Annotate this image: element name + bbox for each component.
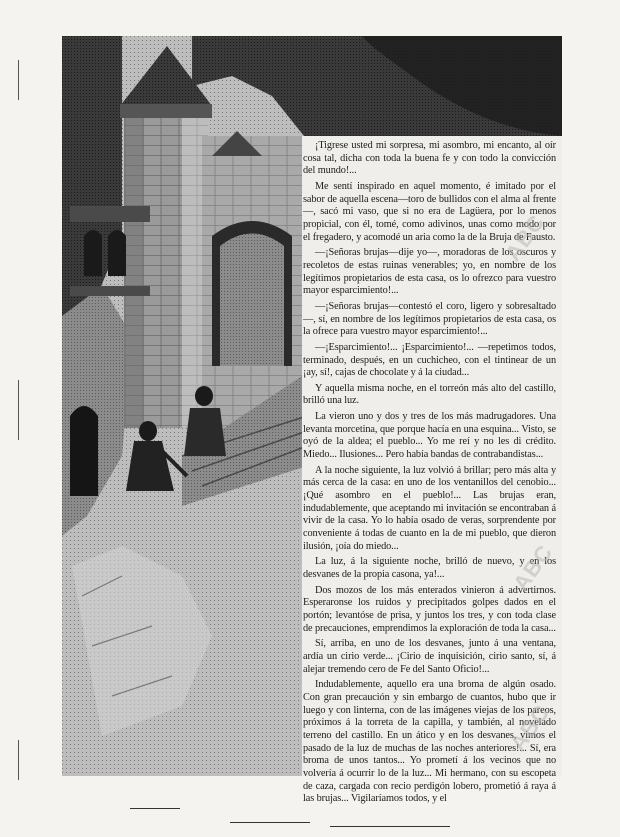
- abc-watermark: ABC: [508, 539, 558, 596]
- article-paragraph: —¡Señoras brujas—dije yo—, moradoras de los oscuros y recoletos de estas ruinas venerables; yo, en nombre de los legítimos propietarios de esta casa, os lo ofrezco para vuestro mayor esparcimiento!...: [303, 247, 556, 297]
- article-paragraph: La vieron uno y dos y tres de los más madrugadores. Una levanta morcetina, que porque hacía en una esquina... Visto, se oyó de la aldea; el pueblo... Yo me reí y no les di crédito. Miedo... Ilusiones... Pero había bandas de contrabandistas...: [303, 411, 556, 461]
- article-paragraph: La luz, á la siguiente noche, brilló de nuevo, y en los desvanes de la propia casona, ya!...: [303, 556, 556, 580]
- article-paragraph: Sí, arriba, en uno de los desvanes, junto á una ventana, ardía un cirio verde... ¡Cirio de inquisición, cirio santo, sí, á alejar tremendo cero de Fe del Santo Oficio!...: [303, 638, 556, 675]
- article-paragraph: A la noche siguiente, la luz volvió á brillar; pero más alta y más cerca de la casa: en uno de los ventanillos del cenobio... ¡Qué asombro en el pueblo!... Las brujas eran, indudablemente, que aceptando mi invitación se encontraban á vivir de la casa. Yo lo había osado de veras, sorprendente por conveniente á todas de cuanto en la de mi pueblo, que dieron ilusión, ¡oía do miedo...: [303, 464, 556, 552]
- scan-edge-mark: [18, 380, 19, 440]
- article-paragraph: Dos mozos de los más enterados vinieron á advertirnos. Esperaronse los ruidos y precipitados golpes dados en el portón; levantóse de prisa, y juntos los tres, y con toda clase de precauciones, emprendimos la exploración de toda la casa...: [303, 584, 556, 634]
- article-paragraph: —¡Esparcimiento!... ¡Esparcimiento!... —repetimos todos, terminado, después, en un cuchicheo, con el tintinear de un ¡ay, sí!, cajas de chocolate y á la ciudad...: [303, 341, 556, 379]
- article-paragraph: —¡Señoras brujas—contestó el coro, ligero y sobresaltado—, sí, en nombre de los legítimos propietarios de esta casa, os la ofrece para vuestro mayor esparcimiento!...: [303, 300, 556, 338]
- bottom-rule: [330, 826, 450, 827]
- article-paragraph: Y aquella misma noche, en el torreón más alto del castillo, brilló una luz.: [303, 382, 556, 407]
- scan-edge-mark: [18, 740, 19, 780]
- article-paragraph: Indudablemente, aquello era una broma de algún osado. Con gran precaución y sin embargo de cuantos, hubo que ir luego y con linterna, con de las imágenes viejas de los pareos, próximos á la torreta de la capilla, y también, al novelado terreno del castillo. En un ático y en los desvanes, vimos el pasado de la luz de muchas de las noches anteriores!... Sí, era broma de unos tantos... Yo prometí á los vecinos que no volvería á ocurrir lo de la luz... Mi hermano, con su escopeta de caza, cargada con recio perdigón lobero, prometió á raya á las brujas... Vigilaríamos todos, y el: [303, 679, 556, 805]
- bottom-rule: [230, 822, 310, 823]
- abc-watermark: ABC: [500, 209, 550, 266]
- bottom-rule: [130, 808, 180, 809]
- article-paragraph: ¡Tigrese usted mi sorpresa, mi asombro, mi encanto, al oír cosa tal, dicha con toda la buena fe y con todo la convicción del mundo!...: [303, 140, 556, 177]
- scan-edge-mark: [18, 60, 19, 100]
- article-paragraph: Me sentí inspirado en aquel momento, é imitado por el sabor de aquella escena—toro de bullidos con el alma al frente—, sacó mi vaso, que si no era de Lagüera, por lo menos propicial, con él, tomé, como adivinos, unas como modo por el fregadero, y acomodé un aria como la de la Bruja de Fausto.: [303, 180, 556, 243]
- abc-watermark: ABC: [505, 699, 555, 756]
